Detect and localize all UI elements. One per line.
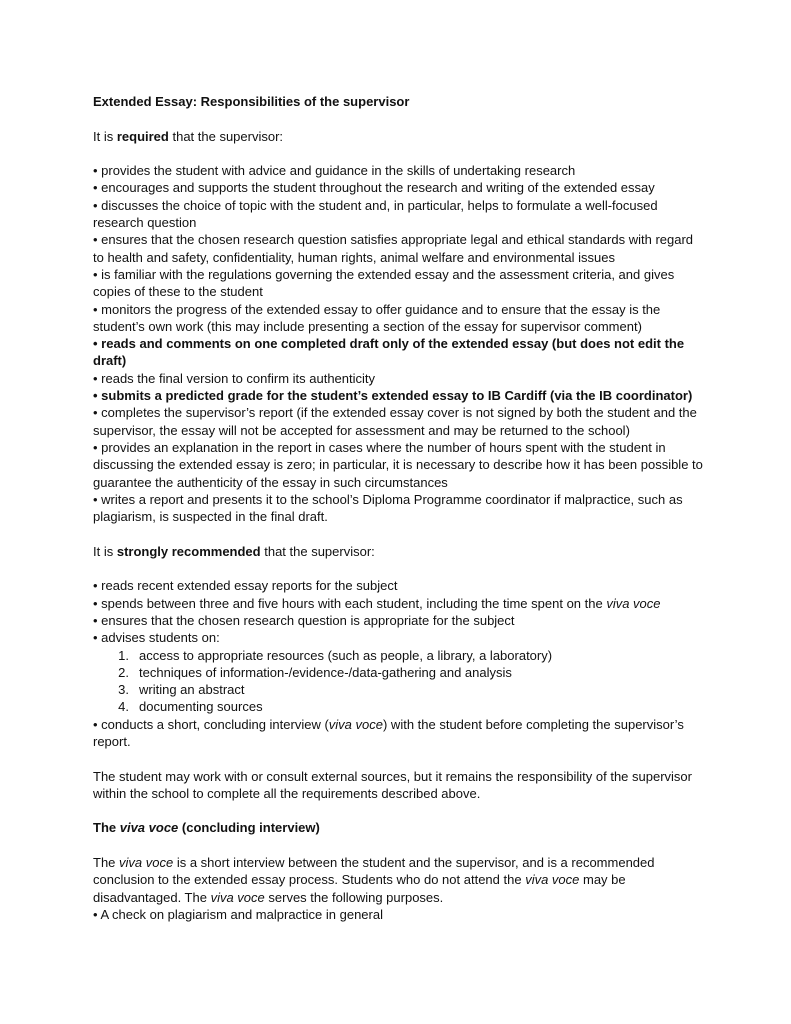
list-item: • ensures that the chosen research question satisfies appropriate legal and ethical standards with regard to health and safety, confidentiality, human rights, animal welfare and environmental issues bbox=[93, 232, 694, 265]
list-item: • A check on plagiarism and malpractice in general bbox=[93, 906, 383, 922]
numbered-list bbox=[93, 647, 703, 716]
viva-voce-paragraph: The viva voce is a short interview between the student and the supervisor, and is a recommended conclusion to the extended essay process. Students who do not attend the viva voce may be disadvantaged. The viva voce serves the following purposes. bbox=[93, 855, 655, 905]
list-item: • monitors the progress of the extended essay to offer guidance and to ensure that the essay is the student’s own work (this may include presenting a section of the essay for supervisor comment) bbox=[93, 301, 661, 334]
list-item: • reads recent extended essay reports for the subject bbox=[93, 578, 398, 594]
list-item: • conducts a short, concluding interview (viva voce) with the student before completing the supervisor’s report. bbox=[93, 716, 684, 749]
list-item: • discusses the choice of topic with the student and, in particular, helps to formulate a well-focused research question bbox=[93, 197, 658, 231]
list-item: • provides an explanation in the report in cases where the number of hours spent with the student in discussing the extended essay is zero; in particular, it is necessary to describe how it has been possible to guarantee the authenticity of the essay in such circumstances bbox=[93, 439, 703, 490]
numbered-item: 3. writing an abstract bbox=[118, 682, 245, 698]
list-item: • writes a report and presents it to the school’s Diploma Programme coordinator if malpractice, such as plagiarism, is suspected in the final draft. bbox=[93, 491, 683, 525]
numbered-item: 4. documenting sources bbox=[118, 699, 263, 715]
list-item: • spends between three and five hours with each student, including the time spent on the viva voce bbox=[93, 595, 661, 611]
list-item: • submits a predicted grade for the student’s extended essay to IB Cardiff (via the IB coordinator) bbox=[93, 388, 693, 404]
list-item: • reads and comments on one completed draft only of the extended essay (but does not edit the draft) bbox=[93, 336, 685, 369]
recommended-list bbox=[93, 577, 703, 750]
document-title: Extended Essay: Responsibilities of the supervisor bbox=[93, 94, 410, 109]
list-item: • provides the student with advice and guidance in the skills of undertaking research bbox=[93, 163, 576, 179]
numbered-item: 1. access to appropriate resources (such as people, a library, a laboratory) bbox=[118, 647, 553, 663]
recommended-intro: It is strongly recommended that the supervisor: bbox=[93, 543, 375, 559]
list-item: • advises students on: bbox=[93, 630, 220, 646]
document-body bbox=[93, 93, 703, 923]
viva-voce-heading: The viva voce (concluding interview) bbox=[93, 820, 320, 836]
closing-paragraph: The student may work with or consult external sources, but it remains the responsibility of the supervisor within the school to complete all the requirements described above. bbox=[93, 768, 692, 801]
required-list bbox=[93, 162, 703, 525]
list-item: • is familiar with the regulations governing the extended essay and the assessment criteria, and gives copies of these to the student bbox=[93, 266, 675, 300]
list-item: • ensures that the chosen research question is appropriate for the subject bbox=[93, 612, 515, 628]
list-item: • reads the final version to confirm its authenticity bbox=[93, 370, 376, 386]
list-item: • completes the supervisor’s report (if the extended essay cover is not signed by both the student and the supervisor, the essay will not be accepted for assessment and may be returned to the school) bbox=[93, 405, 697, 438]
required-intro: It is required that the supervisor: bbox=[93, 128, 284, 144]
numbered-item: 2. techniques of information-/evidence-/data-gathering and analysis bbox=[118, 664, 512, 680]
list-item: • encourages and supports the student throughout the research and writing of the extended essay bbox=[93, 180, 655, 196]
